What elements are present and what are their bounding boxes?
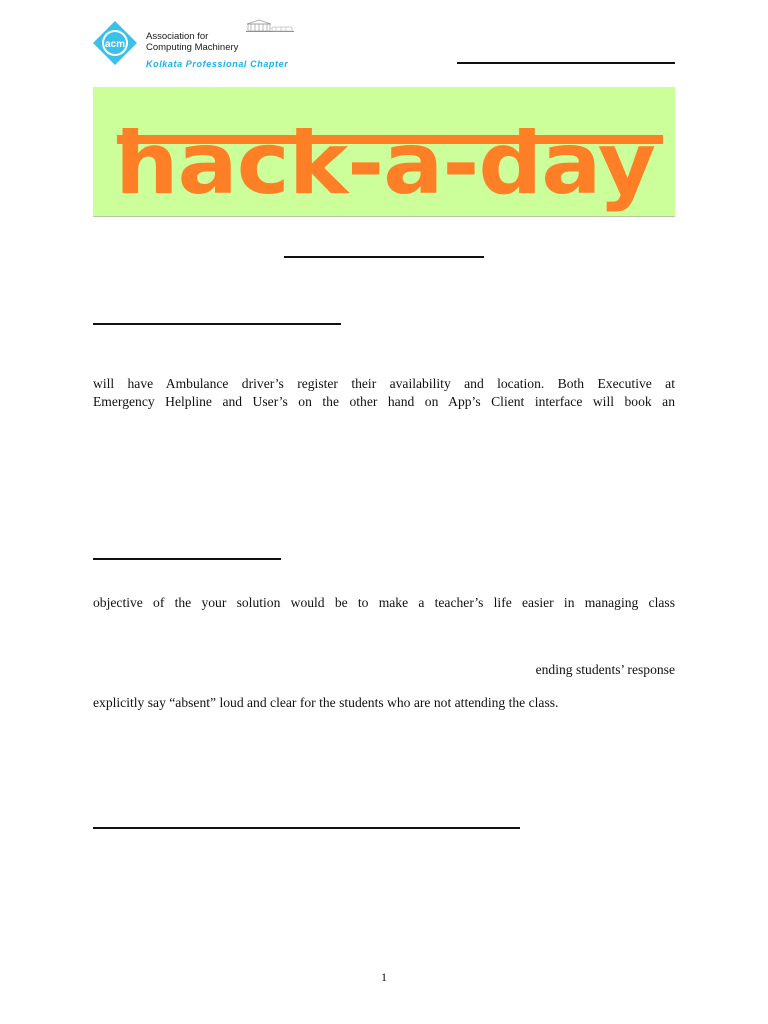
acm-diamond-icon	[93, 21, 137, 65]
acm-logo	[93, 21, 137, 65]
hack-a-day-banner	[93, 87, 675, 217]
section2-heading-rule	[93, 558, 281, 560]
title-rule	[284, 256, 484, 258]
banner-title-text: hack-a-day	[115, 114, 655, 214]
page-number: 1	[381, 970, 387, 984]
paragraph-1	[93, 375, 675, 411]
paragraph-2-line-1: objective of the your solution would be to make a teacher’s life easier in managing class	[93, 595, 675, 610]
header-rule	[457, 62, 675, 64]
section1-heading-rule	[93, 323, 341, 325]
acm-logo-text: acm	[104, 39, 126, 50]
org-name-line1: Association for	[146, 31, 209, 42]
paragraph-2	[93, 594, 675, 612]
paragraph-3	[93, 694, 675, 712]
paragraph-1-line-1: will have Ambulance driver’s register their availability and location. Both Executive at	[93, 376, 675, 391]
org-name	[146, 31, 238, 53]
paragraph-2-fragment	[380, 661, 675, 679]
paragraph-1-line-2: Emergency Helpline and User’s on the other hand on App’s Client interface will book an	[93, 394, 675, 409]
paragraph-2-fragment-text: ending students’ response	[535, 662, 675, 677]
chapter-name: Kolkata Professional Chapter	[146, 59, 289, 69]
paragraph-3-line-1: explicitly say “absent” loud and clear for the students who are not attending the class.	[93, 695, 559, 710]
building-icon	[246, 19, 294, 34]
org-name-line2: Computing Machinery	[146, 42, 239, 53]
banner-title	[107, 95, 663, 215]
section3-heading-rule	[93, 827, 520, 829]
